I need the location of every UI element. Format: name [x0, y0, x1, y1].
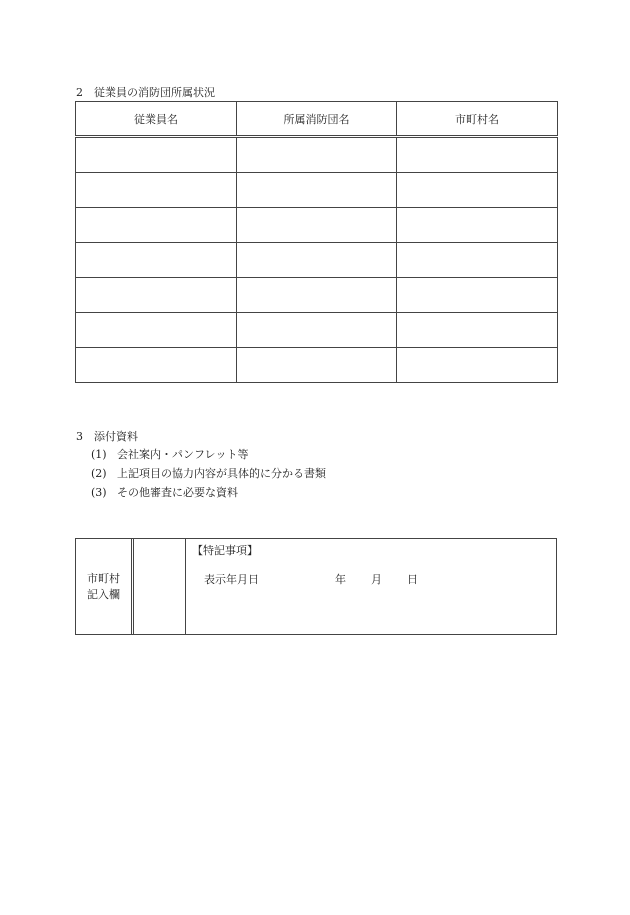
attachment-text: その他審査に必要な資料 — [117, 486, 238, 499]
section-3-heading — [76, 428, 138, 444]
employee-name-cell[interactable] — [76, 243, 237, 278]
label-line-1: 市町村 — [87, 571, 120, 585]
municipality-cell[interactable] — [397, 137, 558, 173]
attachment-number: (1) — [91, 448, 107, 461]
employee-name-cell[interactable] — [76, 208, 237, 243]
attachment-text: 会社案内・パンフレット等 — [117, 448, 249, 461]
section-2-title: 従業員の消防団所属状況 — [94, 86, 215, 99]
column-header-employee-name: 従業員名 — [76, 102, 237, 137]
section-2-heading — [76, 84, 215, 100]
attachment-item — [91, 446, 248, 462]
table-row — [76, 137, 558, 173]
municipality-entry-box — [75, 538, 557, 635]
attachment-item — [91, 465, 326, 481]
attachment-text: 上記項目の協力内容が具体的に分かる書類 — [117, 467, 326, 480]
special-notes-title: 【特記事項】 — [192, 544, 258, 557]
municipality-cell[interactable] — [397, 348, 558, 383]
label-line-2: 記入欄 — [87, 587, 120, 601]
special-notes-area[interactable] — [186, 539, 556, 634]
fire-brigade-cell[interactable] — [237, 208, 397, 243]
day-label: 日 — [407, 573, 418, 586]
month-label: 月 — [371, 573, 382, 586]
table-row — [76, 173, 558, 208]
municipality-cell[interactable] — [397, 243, 558, 278]
attachment-item — [91, 484, 238, 500]
employee-name-cell[interactable] — [76, 348, 237, 383]
municipality-entry-label — [76, 539, 134, 634]
section-3-title: 添付資料 — [94, 430, 138, 443]
municipality-cell[interactable] — [397, 278, 558, 313]
table-row — [76, 348, 558, 383]
blank-entry-cell[interactable] — [134, 539, 186, 634]
fire-brigade-cell[interactable] — [237, 348, 397, 383]
fire-brigade-cell[interactable] — [237, 313, 397, 348]
employee-fire-brigade-table — [75, 101, 558, 383]
display-date-label: 表示年月日 — [204, 573, 259, 586]
column-header-fire-brigade: 所属消防団名 — [237, 102, 397, 137]
fire-brigade-cell[interactable] — [237, 243, 397, 278]
municipality-cell[interactable] — [397, 208, 558, 243]
municipality-cell[interactable] — [397, 173, 558, 208]
attachment-number: (2) — [91, 467, 107, 480]
fire-brigade-cell[interactable] — [237, 173, 397, 208]
employee-name-cell[interactable] — [76, 137, 237, 173]
table-row — [76, 313, 558, 348]
section-2-number: 2 — [76, 86, 83, 99]
table-row — [76, 208, 558, 243]
column-header-municipality: 市町村名 — [397, 102, 558, 137]
table-row — [76, 243, 558, 278]
attachment-number: (3) — [91, 486, 107, 499]
municipality-cell[interactable] — [397, 313, 558, 348]
fire-brigade-cell[interactable] — [237, 137, 397, 173]
fire-brigade-cell[interactable] — [237, 278, 397, 313]
employee-name-cell[interactable] — [76, 173, 237, 208]
year-label: 年 — [335, 573, 346, 586]
employee-name-cell[interactable] — [76, 278, 237, 313]
employee-name-cell[interactable] — [76, 313, 237, 348]
section-3-number: 3 — [76, 430, 83, 443]
table-row — [76, 278, 558, 313]
table-header-row — [76, 102, 558, 137]
